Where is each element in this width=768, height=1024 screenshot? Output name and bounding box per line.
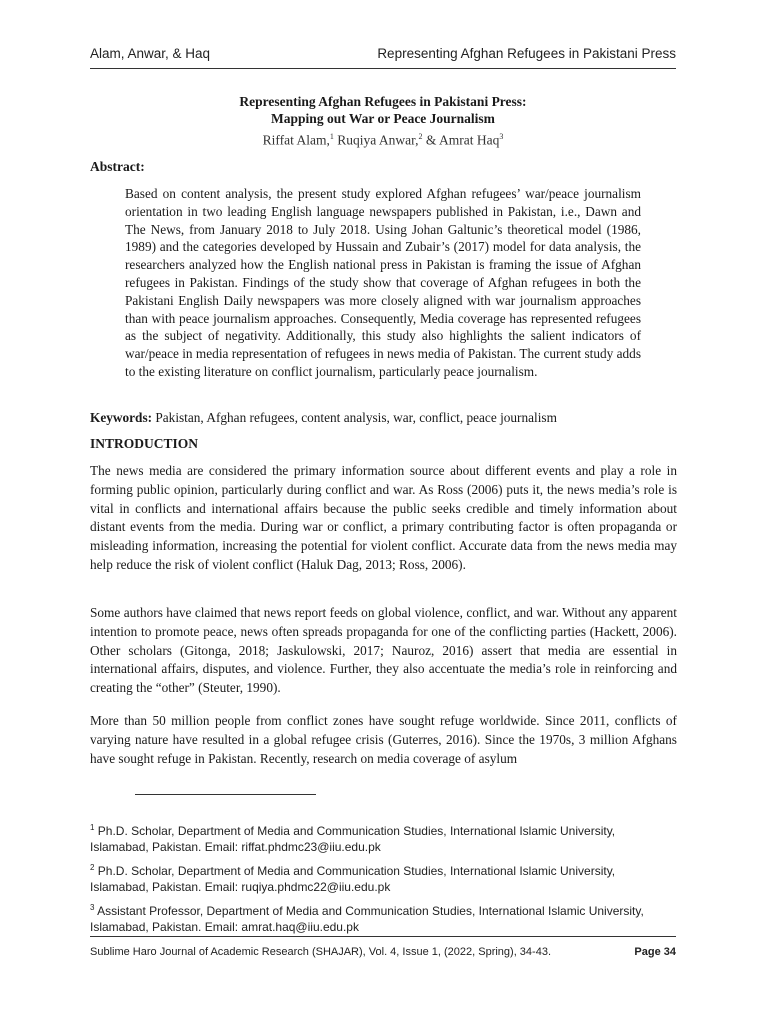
footnote-text: Assistant Professor, Department of Media and Communication Studies, International Islamic University, Islamabad, Pakistan. Email: amrat.haq@iiu.edu.pk [90,903,644,935]
running-header-authors: Alam, Anwar, & Haq [90,46,211,61]
footnote-separator [135,794,316,795]
author-name: Ruqiya Anwar, [333,132,419,148]
title-block [90,93,676,149]
footnotes [90,820,675,939]
journal-citation: Sublime Haro Journal of Academic Research (SHAJAR), Vol. 4, Issue 1, (2022, Spring), 34-43. [90,946,551,958]
abstract-heading: Abstract: [90,159,145,174]
footnote-number: 3 [90,902,95,912]
author-name: & Amrat Haq [422,132,500,148]
running-header [90,46,676,61]
section-heading-introduction: INTRODUCTION [90,436,199,451]
footnote-text: Ph.D. Scholar, Department of Media and Communication Studies, International Islamic University, Islamabad, Pakistan. Email: riffat.phdmc23@iiu.edu.pk [90,824,616,855]
author-footnote-marker[interactable]: 3 [499,132,504,141]
footnote [90,820,675,856]
header-rule [90,68,676,69]
paper-title-line-2: Mapping out War or Peace Journalism [271,111,495,126]
keywords-line [90,410,676,426]
running-header-title: Representing Afghan Refugees in Pakistani Press [377,46,676,61]
footer-rule [90,936,676,937]
body-paragraph: Some authors have claimed that news report feeds on global violence, conflict, and war. Without any apparent intention to promote peace, news often spreads propaganda for one of the conflicting parties (Hackett, 2006). Other scholars (Gitonga, 2018; Jaskulowski, 2017; Nauroz, 2016) assert that media are essential in international affairs, disputes, and violence. Further, they also accentuate the media’s role in reinforcing and creating the “other” (Steuter, 1990). [90,605,677,696]
keywords-label: Keywords: [90,410,153,425]
page-number: Page 34 [634,946,676,958]
body-paragraph: The news media are considered the primary information source about different events and play a role in forming public opinion, particularly during conflict and war. As Ross (2006) puts it, the news media’s role is vital in conflicts and international affairs because the public seeks credible and timely information about distant events from the media. During war or conflict, a primary contributing factor is often propaganda or misleading information, increasing the potential for violent conflict. Accurate data from the news media may help reduce the risk of violent conflict (Haluk Dag, 2013; Ross, 2006). [90,463,677,572]
footnote-number: 2 [90,862,95,872]
author-footnote-marker[interactable]: 1 [329,132,334,141]
abstract-text: Based on content analysis, the present study explored Afghan refugees’ war/peace journalism orientation in two leading English language newspapers published in Pakistan, i.e., Dawn and The News, from January 2018 to July 2018. Using Johan Galtunic’s theoretical model (1986, 1989) and the categories developed by Hussain and Zubair’s (2017) model for data analysis, the researchers analyzed how the English national press in Pakistan is framing the issue of Afghan refugees in Pakistan. Findings of the study show that coverage of Afghan refugees in both the Pakistani English Daily newspapers was more closely aligned with war journalism approaches than with peace journalism approaches. Consequently, Media coverage has represented refugees as the subject of negativity. Additionally, this study also highlights the salient indicators of war/peace in media representation of refugees in news media of Pakistan. The current study adds to the existing literature on conflict journalism, particularly peace journalism. [125,186,641,379]
keywords-text: Pakistan, Afghan refugees, content analysis, war, conflict, peace journalism [152,410,557,425]
paper-title [90,93,676,127]
footnote-text: Ph.D. Scholar, Department of Media and Communication Studies, International Islamic University, Islamabad, Pakistan. Email: ruqiya.phdmc22@iiu.edu.pk [90,863,616,895]
footnote-number: 1 [90,823,95,832]
body-paragraph: More than 50 million people from conflict zones have sought refuge worldwide. Since 2011, conflicts of varying nature have resulted in a global refugee crisis (Guterres, 2016). Since the 1970s, 3 million Afghans have sought refuge in Pakistan. Recently, research on media coverage of asylum [90,713,677,766]
footnote [90,860,675,896]
author-footnote-marker[interactable]: 2 [418,132,423,141]
page-footer [90,946,676,958]
author-name: Riffat Alam, [262,132,330,148]
paper-title-line-1: Representing Afghan Refugees in Pakistani Press: [239,94,527,109]
author-list [90,132,676,149]
footnote [90,900,675,936]
